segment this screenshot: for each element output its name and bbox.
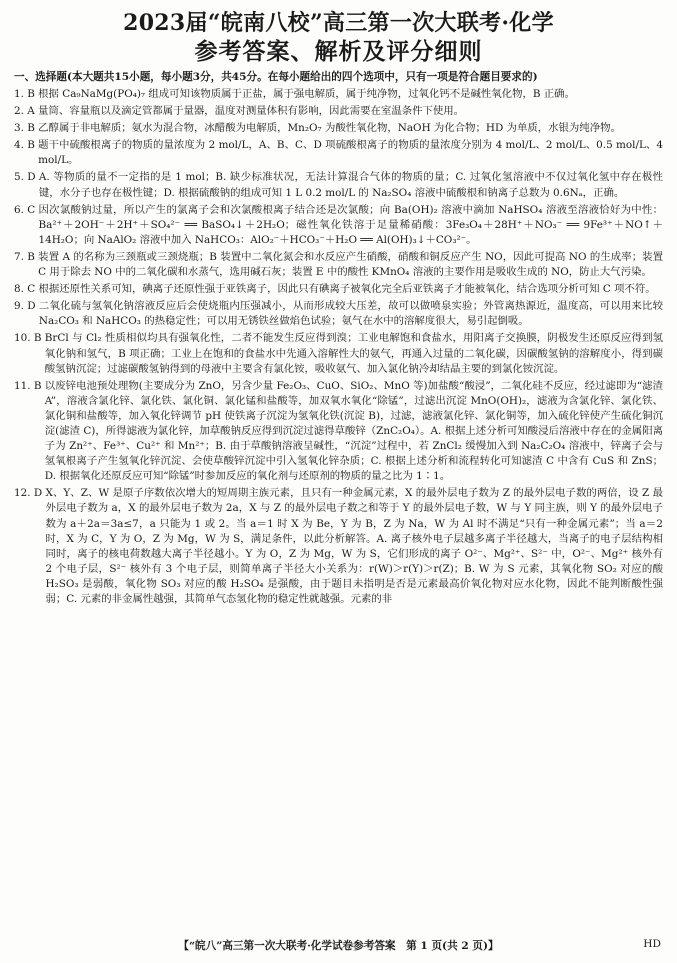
answer-explanation: 二氧化硫与氢氧化钠溶液反应后会使烧瓶内压强减小，从而形成较大压差，故可以做喷泉实验；外管离热源近，温度高，可以用来比较 Na₂CO₃ 和 NaHCO₃ 的热稳定性；可以用无锈铁丝做焰色试验；氨气在水中的溶解度很大，易引起倒吸。 bbox=[38, 300, 663, 328]
answer-explanation: X、Y、Z、W 是原子序数依次增大的短周期主族元素，且只有一种金属元素，X 的最外层电子数为 Z 的最外层电子数的两倍，设 Z 最外层电子数为 a，X 的最外层电子数为 2a，X 与 Z 的最外层电子数之和等于 Y 的最外层电子数，W 与 Y 同主族，则 Y 的最外层电子数为 a＋2a＝3a≤7，a 只能为 1 或 2。当 a＝1 时 X 为 Be，Y 为 B，Z 为 Na，W 为 Al 时不满足“只有一种金属元素”；当 a＝2 时，X 为 C，Y 为 O，Z 为 Mg，W 为 S，满足条件，以此分析解答。A. 离子核外电子层越多离子半径越大，当离子的电子层结构相同时，离子的核电荷数越大离子半径越小。Y 为 O，Z 为 Mg，W 为 S，它们形成的离子 O²⁻、Mg²⁺、S²⁻ 中，O²⁻、Mg²⁺ 核外有 2 个电子层，S²⁻ 核外有 3 个电子层，则简单离子半径大小关系为：r(W)＞r(Y)＞r(Z)；B. W 为 S 元素，其氧化物 SO₂ 对应的酸 H₂SO₃ 是弱酸，氧化物 SO₃ 对应的酸 H₂SO₄ 是强酸，由于题目未指明是否是元素最高价氧化物对应水化物，因此不能判断酸性强弱；C. 元素的非金属性越强，其简单气态氢化物的稳定性就越强。元素的非 bbox=[45, 487, 663, 605]
answer-explanation: 以废锌电池预处理物(主要成分为 ZnO，另含少量 Fe₂O₃、CuO、SiO₂、MnO 等)加盐酸“酸浸”，二氧化硅不反应，经过滤即为“滤渣 A”，溶液含氯化锌、氯化铁、氯化铜、氯化锰和盐酸等，加双氧水氧化“除锰”，过滤出沉淀 MnO(OH)₂，滤液为含氯化锌、氯化铁、氯化铜和盐酸等，加入氧化锌调节 pH 使铁离子沉淀为氢氧化铁(沉淀 B)，过滤，滤液氯化锌、氯化铜等，加入硫化锌使产生硫化铜沉淀(滤渣 C)，所得滤液为氯化锌，加草酸钠反应得到沉淀过滤得草酸锌（ZnC₂O₄）。A. 根据上述分析可知酸浸后溶液中存在的金属阳离子为 Zn²⁺、Fe³⁺、Cu²⁺ 和 Mn²⁺；B. 由于草酸钠溶液呈碱性，“沉淀”过程中，若 ZnCl₂ 缓慢加入到 Na₂C₂O₄ 溶液中，锌离子会与氢氧根离子产生氢氧化锌沉淀、会使草酸锌沉淀中引入氢氧化锌杂质；C. 根据上述分析和流程转化可知滤渣 C 中含有 CuS 和 ZnS；D. 根据氧化还原反应可知“除锰”时参加反应的氧化剂与还原剂的物质的量之比为 1∶1。 bbox=[44, 379, 663, 483]
answer-explanation: BrCl 与 Cl₂ 性质相似均具有强氧化性，二者不能发生反应得到溴；工业电解饱和食盐水，用阳离子交换膜，阴极发生还原反应得到氢氧化钠和氢气，B 项正确；工业上在饱和的食盐水中先通入溶解性大的氨气，再通入过量的二氧化碳，因碳酸氢钠的溶解度小，得到碳酸氢钠沉淀；过滤碳酸氢钠得到的母液中主要含有氯化铵，吸收氨气、加入氯化钠冷却结晶主要的到氯化铵沉淀。 bbox=[44, 332, 663, 375]
answer-number: 10. B bbox=[14, 332, 42, 345]
answer-explanation: 根据 Ca₉NaMg(PO₄)₇ 组成可知该物质属于正盐，属于强电解质，属于纯净物，过氧化钙不是碱性氧化物，B 正确。 bbox=[38, 88, 575, 100]
answer-number: 9. D bbox=[14, 300, 36, 313]
answer-item bbox=[14, 250, 663, 280]
footer-code: HD bbox=[643, 938, 661, 950]
section-heading: 一、选择题(本大题共15小题，每小题3分，共45分。在每小题给出的四个选项中，只有一项是符合题目要求的) bbox=[14, 71, 538, 83]
answer-item bbox=[14, 331, 663, 376]
answer-explanation: 因次氯酸钠过量，所以产生的氯离子会和次氯酸根离子结合还是次氯酸；向 Ba(OH)₂ 溶液中滴加 NaHSO₄ 溶液至溶液恰好为中性：Ba²⁺＋2OH⁻＋2H⁺＋SO₄²⁻ ══ BaSO₄↓＋2H₂O；磁性氧化铁溶于足量稀硝酸：3Fe₃O₄＋28H⁺＋NO₃⁻ ══ 9Fe³⁺＋NO↑＋14H₂O；向 NaAlO₂ 溶液中加入 NaHCO₃：AlO₂⁻＋HCO₃⁻＋H₂O ══ Al(OH)₃↓＋CO₃²⁻。 bbox=[38, 203, 663, 246]
footer-text: 【“皖八”高三第一次大联考·化学试卷参考答案 第 1 页(共 2 页)】 bbox=[178, 940, 499, 952]
answer-item bbox=[14, 87, 663, 102]
answer-list bbox=[14, 87, 663, 607]
answer-explanation: 根据还原性关系可知，碘离子还原性强于亚铁离子，因此只有碘离子被氧化完全后亚铁离子才能被氧化，结合选项分析可知 C 项不符。 bbox=[38, 283, 656, 296]
answer-item bbox=[14, 104, 663, 119]
answer-explanation: A. 等物质的量不一定指的是 1 mol；B. 缺少标准状况，无法计算混合气体的物质的量；C. 过氧化氢溶液中不仅过氧化氢中存在极性键，水分子也存在极性键；D. 根据硫酸钠的组成可知 1 L 0.2 mol/L 的 Na₂SO₄ 溶液中硫酸根和钠离子总数为 0.6Nₐ，正确。 bbox=[38, 171, 663, 199]
answer-number: 1. B bbox=[14, 88, 35, 100]
answer-item bbox=[14, 170, 663, 200]
answer-item bbox=[14, 121, 663, 136]
answer-number: 6. C bbox=[14, 203, 36, 216]
page-subtitle: 参考答案、解析及评分细则 bbox=[194, 38, 483, 65]
answer-number: 2. A bbox=[14, 105, 35, 118]
answer-item bbox=[14, 282, 663, 297]
answer-number: 12. D bbox=[14, 487, 43, 500]
answer-explanation: 乙醇属于非电解质；氨水为混合物，冰醋酸为电解质，Mn₂O₇ 为酸性氧化物，NaOH 为化合物；HD 为单质，水银为纯净物。 bbox=[38, 122, 621, 135]
answer-number: 4. B bbox=[14, 139, 35, 152]
answer-item bbox=[14, 486, 663, 607]
answer-explanation: 量筒、容量瓶以及滴定管都属于量器，温度对测量体积有影响，因此需要在室温条件下使用。 bbox=[38, 105, 465, 118]
answer-number: 11. B bbox=[14, 379, 42, 392]
page-title: 2023届“皖南八校”高三第一次大联考·化学 bbox=[123, 10, 554, 36]
answer-number: 5. D bbox=[14, 171, 36, 184]
answer-item bbox=[14, 138, 663, 168]
answer-number: 8. C bbox=[14, 283, 36, 296]
answer-item bbox=[14, 299, 663, 329]
answer-item bbox=[14, 203, 663, 248]
answer-explanation: 装置 A 的名称为三颈瓶或三颈烧瓶；B 装置中二氧化氮会和水反应产生硝酸，硝酸和铜反应产生 NO，因此可提高 NO 的生成率；装置 C 用于除去 NO 中的二氧化碳和水蒸气，选用碱石灰；装置 E 中的酸性 KMnO₄ 溶液的主要作用是吸收生成的 NO，防止大气污染。 bbox=[38, 250, 663, 279]
answer-number: 7. B bbox=[14, 250, 35, 263]
answer-explanation: 题干中硫酸根离子的物质的量浓度为 2 mol/L，A、B、C、D 项硫酸根离子的物质的量浓度分别为 4 mol/L、2 mol/L、0.5 mol/L、4 mol/L。 bbox=[38, 139, 663, 167]
answer-number: 3. B bbox=[14, 122, 35, 135]
answer-item bbox=[14, 379, 663, 485]
page-footer bbox=[0, 938, 677, 953]
